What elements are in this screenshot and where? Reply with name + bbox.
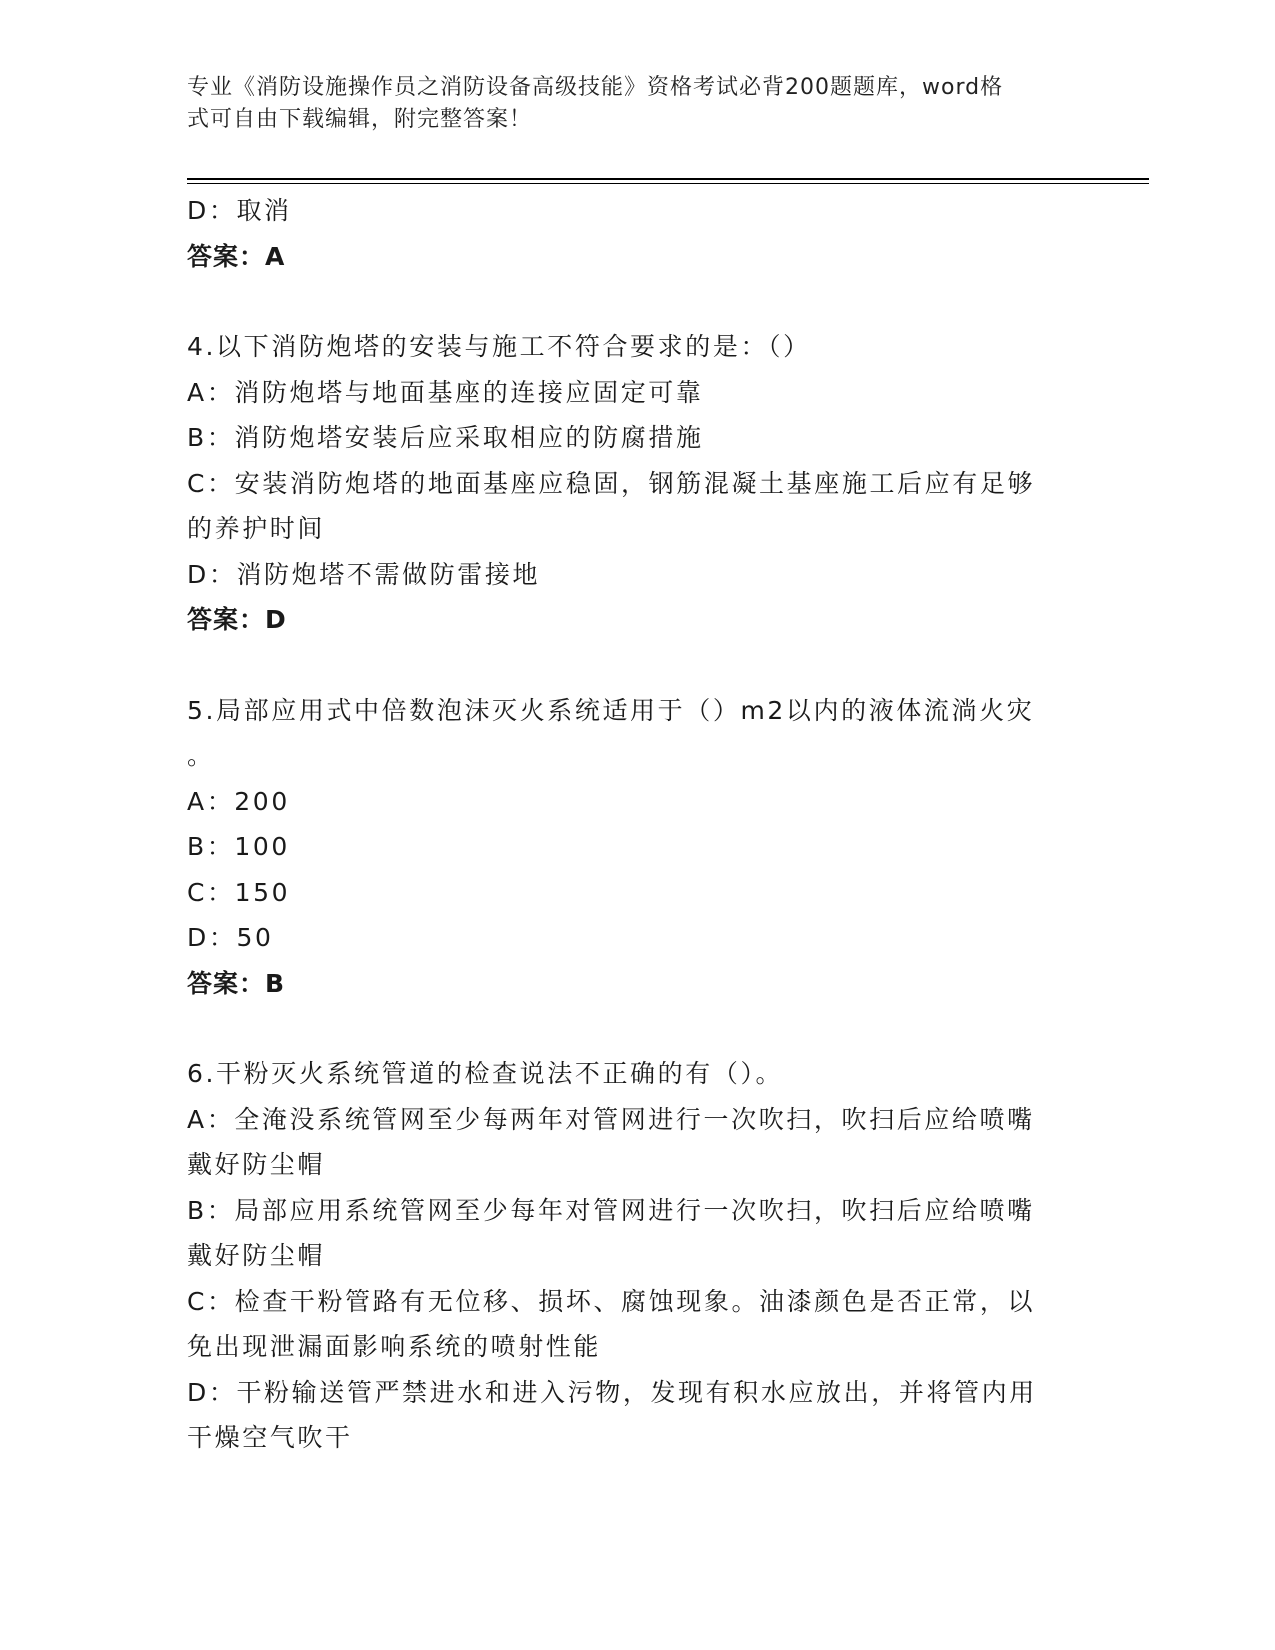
header-line-2: 式可自由下载编辑，附完整答案！	[187, 107, 533, 132]
q3-answer: 答案：A	[187, 241, 286, 271]
question-6	[187, 1051, 1087, 1461]
spacer	[187, 643, 1087, 688]
q4-option-b: B：消防炮塔安装后应采取相应的防腐措施	[187, 423, 704, 452]
question-content	[187, 188, 1087, 1461]
q6-option-c-line-1: C：检查干粉管路有无位移、损坏、腐蚀现象。油漆颜色是否正常，以	[187, 1286, 1036, 1316]
q6-option-a-line-2: 戴好防尘帽	[187, 1150, 326, 1179]
q4-answer: 答案：D	[187, 605, 287, 634]
q6-option-d-line-1: D：干粉输送管严禁进水和进入污物，发现有积水应放出，并将管内用	[187, 1377, 1037, 1407]
q4-option-c-line-2: 的养护时间	[187, 514, 326, 543]
q5-option-b: B：100	[187, 832, 290, 861]
spacer	[187, 1006, 1087, 1051]
question-3-tail	[187, 188, 1087, 279]
q4-option-c-line-1: C：安装消防炮塔的地面基座应稳固，钢筋混凝土基座施工后应有足够	[187, 468, 1036, 498]
q5-option-d: D：50	[187, 923, 274, 952]
header-divider-thin	[187, 183, 1149, 184]
q6-option-b-line-1: B：局部应用系统管网至少每年对管网进行一次吹扫，吹扫后应给喷嘴	[187, 1195, 1035, 1225]
header-line-1: 专业《消防设施操作员之消防设备高级技能》资格考试必背200题题库，word格	[187, 75, 1004, 100]
question-4	[187, 324, 1087, 643]
header-divider-thick	[187, 178, 1149, 180]
q4-option-d: D：消防炮塔不需做防雷接地	[187, 559, 541, 589]
spacer	[187, 279, 1087, 324]
q6-question-text: 6.干粉灭火系统管道的检查说法不正确的有（）。	[187, 1059, 784, 1088]
q5-answer: 答案：B	[187, 968, 286, 998]
q6-option-b-line-2: 戴好防尘帽	[187, 1241, 326, 1270]
q4-question-text: 4.以下消防炮塔的安装与施工不符合要求的是：（）	[187, 332, 811, 361]
q4-option-a: A：消防炮塔与地面基座的连接应固定可靠	[187, 377, 704, 407]
q6-option-d-line-2: 干燥空气吹干	[187, 1423, 353, 1452]
q6-option-c-line-2: 免出现泄漏面影响系统的喷射性能	[187, 1332, 602, 1361]
q6-option-a-line-1: A：全淹没系统管网至少每两年对管网进行一次吹扫，吹扫后应给喷嘴	[187, 1104, 1035, 1134]
q5-question-line-2: 。	[187, 741, 215, 770]
q3-option-d: D：取消	[187, 196, 292, 225]
q5-option-c: C：150	[187, 877, 291, 907]
q5-question-line-1: 5.局部应用式中倍数泡沫灭火系统适用于（）m2以内的液体流淌火灾	[187, 695, 1035, 725]
document-header	[187, 72, 1067, 136]
q5-option-a: A：200	[187, 786, 290, 816]
question-5	[187, 688, 1087, 1007]
